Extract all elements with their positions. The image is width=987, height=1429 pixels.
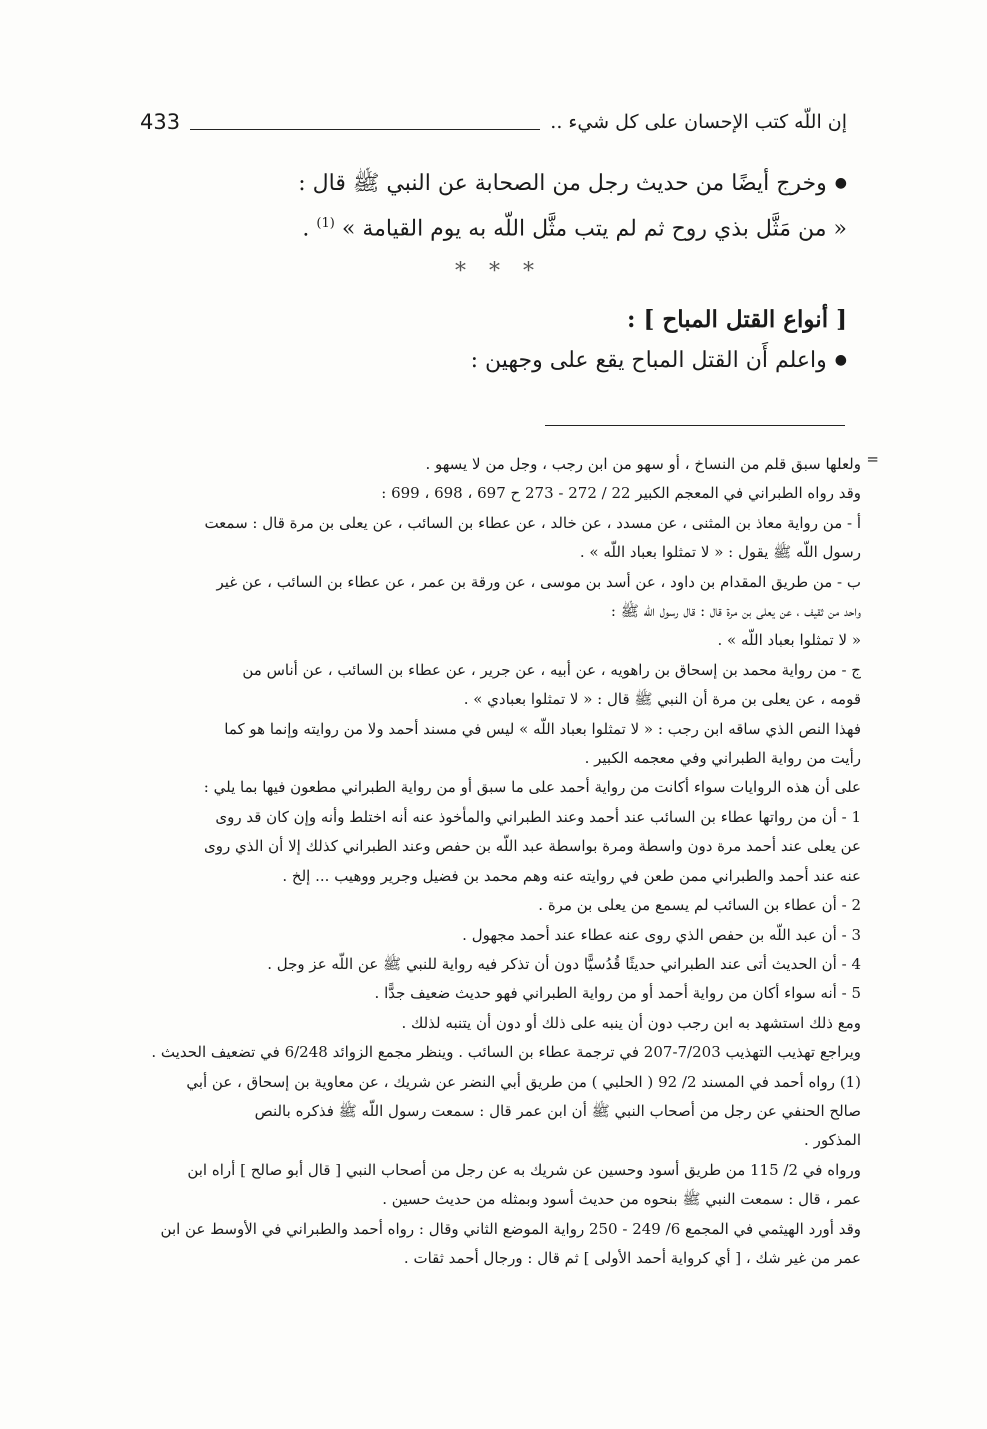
footnote-line: 3 - أن عبد اللّه بن حفص الذي روى عنه عطاء عند أحمد مجهول .: [462, 925, 861, 944]
footnote-line: صالح الحنفي عن رجل من أصحاب النبي ﷺ أن ابن عمر قال : سمعت رسول اللّه ﷺ فذكره بالنص: [254, 1101, 861, 1120]
footnote-line: قومه ، عن يعلى بن مرة أن النبي ﷺ قال : « لا تمثلوا بعبادي » .: [463, 690, 861, 709]
footnote-line: وقد رواه الطبراني في المعجم الكبير 22 / 272 - 273 ح 697 ، 698 ، 699 :: [381, 484, 861, 503]
footnote-line: أ - من رواية معاذ بن المثنى ، عن مسدد ، عن خالد ، عن عطاء بن السائب ، عن يعلى بن مرة قال : سمعت: [204, 513, 861, 532]
page-number: 433: [140, 110, 181, 134]
line-end: .: [302, 216, 310, 242]
footnote-line: ومع ذلك استشهد به ابن رجب دون أن ينبه على ذلك أو دون أن يتنبه لذلك .: [401, 1013, 861, 1032]
footnote-line: عن يعلى عند أحمد مرة دون واسطة ومرة بواسطة عبد اللّه بن حفص وعند الطبراني كذلك إلا أن الذي روى: [204, 837, 861, 856]
footnotes: [140, 450, 879, 1273]
footnote-line: ولعلها سبق قلم من النساخ ، أو سهو من ابن رجب ، وجل من لا يسهو .: [425, 455, 861, 473]
footnote-line: ويراجع تهذيب التهذيب 7/203-207 في ترجمة عطاء بن السائب . وينظر مجمع الزوائد 6/248 في تضعيف الحديث .: [151, 1043, 861, 1062]
footnote-line: وقد أورد الهيثمي في المجمع 6/ 249 - 250 رواية الموضع الثاني وقال : رواه أحمد والطبراني في الأوسط عن ابن: [160, 1219, 861, 1238]
footnote-line: واحد من ثقيف ، عن يعلى بن مرة قال : قال رسول اللّه ﷺ :: [610, 602, 861, 621]
footnote-line: ورواه في 2/ 115 من طريق أسود وحسين عن شريك به عن رجل من أصحاب النبي [ قال أبو صالح ] أراه ابن: [187, 1160, 861, 1179]
header-rule: [190, 129, 540, 130]
continuation-mark: =: [866, 450, 879, 468]
page-header: [140, 104, 847, 140]
main-line: ●وخرج أيضًا من حديث رجل من الصحابة عن النبي ﷺ قال :: [298, 171, 847, 196]
main-line: « من مَثَّل بذي روح ثم لم يتب مثَّل اللّه به يوم القيامة » $^{(1)}$ .: [302, 216, 847, 242]
footnote-line: رسول اللّه ﷺ يقول : « لا تمثلوا بعباد اللّه » .: [579, 543, 861, 562]
footnote-line: فهذا النص الذي ساقه ابن رجب : « لا تمثلوا بعباد اللّه » ليس في مسند أحمد ولا من روايته وإنما هو كما: [224, 719, 861, 738]
footnote-line: 4 - أن الحديث أتى عند الطبراني حديثًا قُدُسيًّا دون أن تذكر فيه رواية للنبي ﷺ عن اللّه عز وجل .: [267, 954, 861, 973]
footnote-line: « لا تمثلوا بعباد اللّه » .: [717, 631, 861, 650]
running-title: إن اللّه كتب الإحسان على كل شيء ..: [550, 111, 847, 133]
footnote-line: عنه عند أحمد والطبراني ممن طعن في روايته عنه وهم محمد بن فضيل وجرير ووهيب ... إلخ .: [282, 866, 861, 885]
main-line: ●واعلم أَن القتل المباح يقع على وجهين :: [470, 348, 847, 374]
footnote-line: (1) رواه أحمد في المسند 2/ 92 ( الحلبي ) من طريق أبي النضر عن شريك ، عن معاوية بن إسحاق ، عن أبي: [186, 1072, 861, 1091]
footnote-line: 5 - أنه سواء أكان من رواية أحمد أو من رواية الطبراني فهو حديث ضعيف جدًّا .: [374, 984, 861, 1003]
footnote-line: المذكور .: [804, 1131, 861, 1150]
section-separator: * * *: [455, 259, 542, 285]
footnote-line: 1 - أن من رواتها عطاء بن السائب عند أحمد وعند الطبراني والمأخوذ عنه أنه اختلط وأنه وإن كان قد روى: [215, 807, 861, 826]
footnote-line: عمر من غير شك ، [ أي كرواية أحمد الأولى ] ثم قال : ورجال أحمد ثقات .: [403, 1248, 861, 1267]
footnote-line: عمر ، قال : سمعت النبي ﷺ بنحوه من حديث أسود وبمثله من حديث حسين .: [382, 1190, 861, 1209]
footnote-line: ج - من رواية محمد بن إسحاق بن راهويه ، عن أبيه ، عن جرير ، عن عطاء بن السائب ، عن أناس من: [242, 660, 861, 679]
footnote-ref[interactable]: (1): [316, 216, 335, 231]
footnote-line: 2 - أن عطاء بن السائب لم يسمع من يعلى بن مرة .: [538, 896, 861, 915]
bullet-icon: ●: [834, 175, 847, 191]
bullet-icon: ●: [834, 352, 847, 369]
footnote-divider: [545, 425, 845, 426]
footnote-line: ب - من طريق المقدام بن داود ، عن أسد بن موسى ، عن ورقة بن عمر ، عن عطاء بن السائب ، عن غير: [216, 572, 861, 591]
footnote-line: رأيت من رواية الطبراني وفي معجمه الكبير .: [584, 749, 861, 768]
footnote-line: على أن هذه الروايات سواء أكانت من رواية أحمد على ما سبق أو من رواية الطبراني مطعون فيها بما يلي :: [203, 778, 861, 797]
section-heading: [ أنواع القتل المباح ] :: [627, 306, 847, 334]
main-text: [150, 165, 847, 382]
